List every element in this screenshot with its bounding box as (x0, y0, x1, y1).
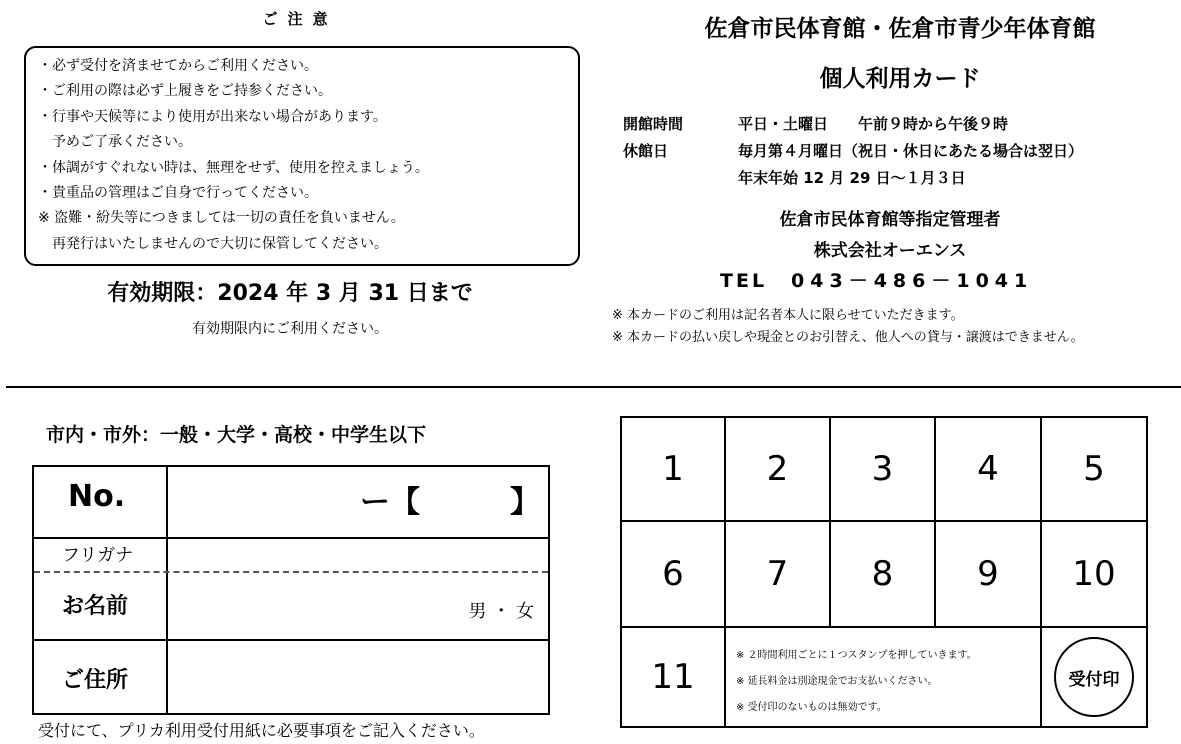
furigana-field[interactable] (168, 539, 548, 571)
stamp-cell[interactable]: 9 (934, 520, 1042, 628)
notice-item: ・必ず受付を済ませてからご利用ください。 (38, 58, 318, 74)
notice-item: ※ 盗難・紛失等につきましては一切の責任を負いません。 (38, 210, 405, 227)
stamp-cell[interactable]: 1 (620, 416, 726, 522)
stamp-cell[interactable]: 7 (724, 520, 831, 628)
stamp-cell[interactable]: 6 (620, 520, 726, 628)
row-divider (34, 639, 548, 641)
stamp-cell[interactable]: 8 (829, 520, 936, 628)
hall-name: 佐倉市民体育館・佐倉市青少年体育館 (704, 16, 1096, 42)
number-field[interactable]: ー【 】 (360, 485, 540, 520)
furigana-label: フリガナ (62, 545, 134, 566)
tel-number: 043－486－1041 (791, 270, 1034, 292)
name-label: お名前 (62, 594, 129, 619)
stamp-cell[interactable]: 2 (724, 416, 831, 522)
tel-label: TEL (720, 270, 768, 292)
stamp-note: ※ 延長料金は別途現金でお支払いください。 (736, 676, 938, 687)
notice-box (24, 46, 580, 266)
closed-days-label: 休館日 (623, 142, 669, 160)
card-note: ※ 本カードの払い戻しや現金とのお引替え、他人への貸与・譲渡はできません。 (612, 330, 1084, 345)
notice-title: ご注意 (262, 10, 338, 28)
validity-deadline: 有効期限：2024 年 3 月 31 日まで (107, 281, 473, 306)
stamp-cell[interactable]: 11 (620, 626, 726, 728)
validity-note: 有効期限内にご利用ください。 (192, 321, 388, 337)
address-field[interactable] (168, 643, 548, 713)
telephone (720, 266, 1033, 293)
company-name: 株式会社オーエンス (813, 241, 967, 261)
reception-seal-box[interactable] (1040, 626, 1148, 728)
opening-hours-label: 開館時間 (623, 115, 684, 133)
notice-item: ・ご利用の際は必ず上履きをご持参ください。 (38, 83, 332, 100)
closed-days-holiday: 年末年始 12 月 29 日～１月３日 (738, 169, 966, 187)
stamp-notes-box (724, 626, 1042, 728)
footer-note: 受付にて、プリカ利用受付用紙に必要事項をご記入ください。 (38, 721, 485, 740)
closed-days-value: 毎月第４月曜日（祝日・休日にあたる場合は翌日） (738, 142, 1084, 160)
card-title: 個人利用カード (819, 66, 981, 92)
notice-item: ・体調がすぐれない時は、無理をせず、使用を控えましょう。 (38, 159, 429, 176)
user-category: 市内・市外：一般・大学・高校・中学生以下 (46, 424, 427, 446)
notice-item: 再発行はいたしませんので大切に保管してください。 (38, 235, 388, 252)
stamp-cell[interactable]: 10 (1040, 520, 1148, 628)
designated-manager: 佐倉市民体育館等指定管理者 (779, 210, 1001, 230)
stamp-grid (620, 416, 1148, 728)
stamp-note: ※ ２時間利用ごとに１つスタンプを押していきます。 (736, 650, 977, 661)
stamp-cell[interactable]: 4 (934, 416, 1042, 522)
number-label: No. (68, 479, 126, 514)
card-note: ※ 本カードのご利用は記名者本人に限らせていただきます。 (612, 308, 964, 323)
stamp-cell[interactable]: 3 (829, 416, 936, 522)
stamp-cell[interactable]: 5 (1040, 416, 1148, 522)
reception-seal: 受付印 (1054, 637, 1134, 717)
member-info-table (32, 465, 550, 715)
opening-hours-value: 平日・土曜日 午前９時から午後９時 (738, 115, 1009, 133)
notice-item: ・行事や天候等により使用が出来ない場合があります。 (38, 108, 387, 125)
address-label: ご住所 (62, 668, 129, 693)
stamp-note: ※ 受付印のないものは無効です。 (736, 702, 887, 713)
gender-options[interactable]: 男 ・ 女 (468, 601, 534, 622)
cut-line (6, 386, 1181, 388)
notice-item: ・貴重品の管理はご自身で行ってください。 (38, 185, 318, 202)
notice-item: 予めご了承ください。 (38, 134, 192, 151)
